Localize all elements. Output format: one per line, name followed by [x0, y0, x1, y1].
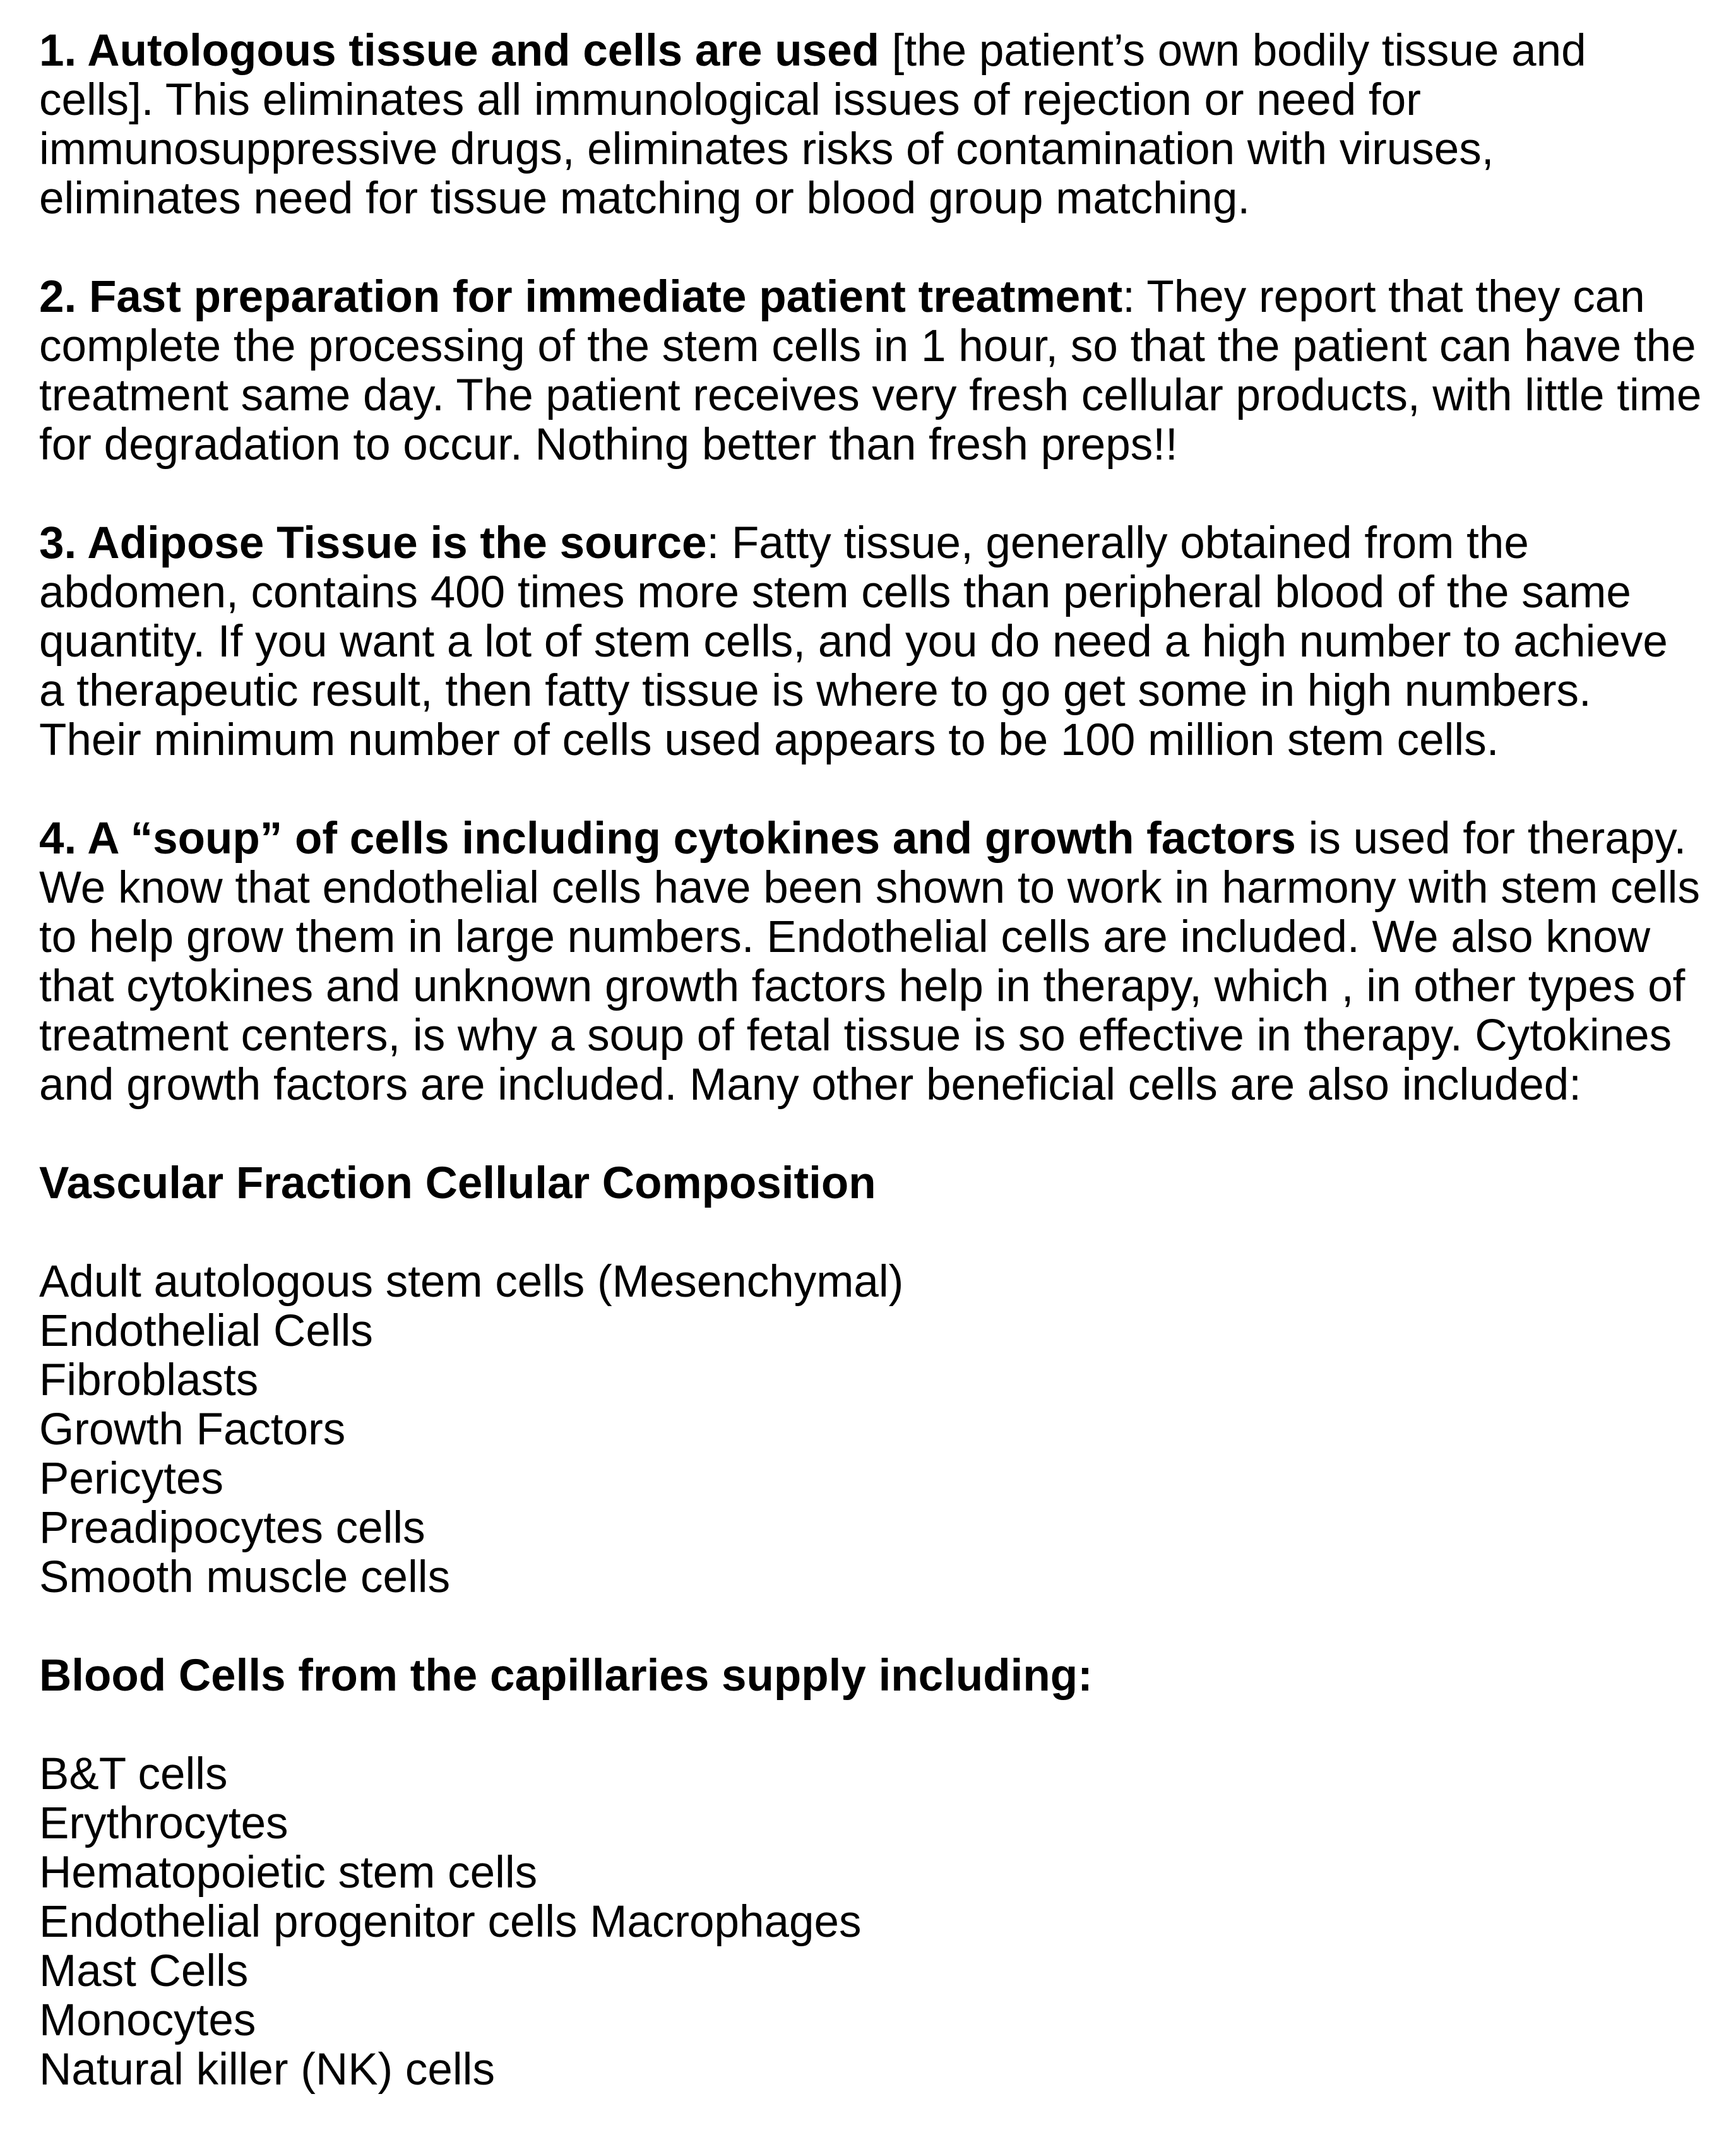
paragraph-adipose-source-bold-lead: 3. Adipose Tissue is the source — [39, 518, 707, 568]
list-item: Preadipocytes cells — [39, 1503, 425, 1553]
list-item: Pericytes — [39, 1454, 223, 1504]
list-item: Hematopoietic stem cells — [39, 1848, 538, 1898]
paragraph-fast-preparation-bold-lead: 2. Fast preparation for immediate patient treatment — [39, 272, 1123, 322]
list-item: Growth Factors — [39, 1405, 346, 1454]
list-item: Endothelial Cells — [39, 1306, 373, 1356]
list-item: Mast Cells — [39, 1946, 249, 1996]
list-item: Smooth muscle cells — [39, 1552, 451, 1602]
paragraph-adipose-source — [39, 519, 1703, 765]
list-item: Adult autologous stem cells (Mesenchymal) — [39, 1257, 904, 1307]
paragraph-fast-preparation-body: : They report that they can complete the processing of the stem cells in 1 hour, so that the patient can have the treatment same day. The patient receives very fresh cellular products, with little time for degradation to occur. Nothing better than fresh preps!! — [39, 272, 1702, 470]
vascular-fraction-list — [39, 1258, 1703, 1602]
paragraph-adipose-source-body: : Fatty tissue, generally obtained from the abdomen, contains 400 times more stem cells than peripheral blood of the same quantity. If you want a lot of stem cells, and you do need a high number to achieve a therapeutic result, then fatty tissue is where to go get some in high numbers. Their minimum number of cells used appears to be 100 million stem cells. — [39, 518, 1668, 765]
list-item: B&T cells — [39, 1749, 228, 1799]
paragraph-autologous — [39, 27, 1703, 223]
list-item: Natural killer (NK) cells — [39, 2045, 495, 2095]
paragraph-cell-soup-bold-lead: 4. A “soup” of cells including cytokines and growth factors — [39, 814, 1296, 864]
vascular-fraction-heading: Vascular Fraction Cellular Composition — [39, 1158, 876, 1208]
list-item: Endothelial progenitor cells Macrophages — [39, 1897, 862, 1947]
list-item: Erythrocytes — [39, 1799, 288, 1848]
paragraph-autologous-bold-lead: 1. Autologous tissue and cells are used — [39, 26, 879, 76]
paragraph-autologous-body: [the patient’s own bodily tissue and cells]. This eliminates all immunological issues of rejection or need for immunosuppressive drugs, eliminates risks of contamination with viruses, eliminates need for tissue matching or blood group matching. — [39, 26, 1586, 223]
paragraph-cell-soup-body: is used for therapy. We know that endothelial cells have been shown to work in harmony with stem cells to help grow them in large numbers. Endothelial cells are included. We also know that cytokines and unknown growth factors help in therapy, which , in other types of treatment centers, is why a soup of fetal tissue is so effective in therapy. Cytokines and growth factors are included. Many other beneficial cells are also included: — [39, 814, 1700, 1110]
list-item: Monocytes — [39, 1995, 256, 2045]
list-item: Fibroblasts — [39, 1355, 259, 1405]
paragraph-fast-preparation — [39, 273, 1703, 470]
paragraph-cell-soup — [39, 814, 1703, 1110]
blood-cells-list — [39, 1750, 1703, 2095]
blood-cells-heading: Blood Cells from the capillaries supply including: — [39, 1651, 1093, 1701]
